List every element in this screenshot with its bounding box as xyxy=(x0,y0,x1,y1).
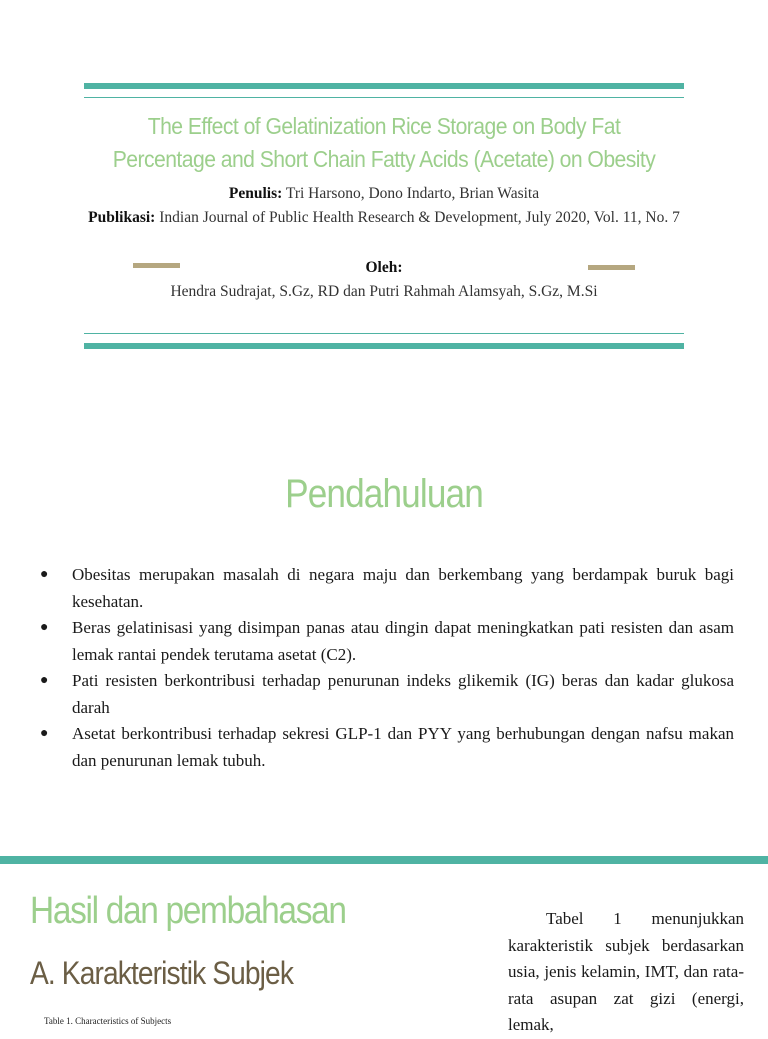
authors-value: Tri Harsono, Dono Indarto, Brian Wasita xyxy=(282,185,540,202)
header-bottom-thick-rule xyxy=(84,343,684,349)
bullet-icon: ● xyxy=(40,726,49,741)
presenter-label: Oleh: xyxy=(365,259,403,276)
results-paragraph: Tabel 1 menunjukkan karakteristik subjek berdasarkan usia, jenis kelamin, IMT, dan rata-rata asupan zat gizi (energi, lemak, xyxy=(508,909,744,1034)
publication-line xyxy=(20,206,748,230)
publication-label: Publikasi: xyxy=(88,209,156,226)
bullet-text: Obesitas merupakan masalah di negara maju dan berkembang yang berdampak buruk bagi kesehatan. xyxy=(72,565,734,611)
section-divider-rule xyxy=(0,856,768,864)
header-top-thin-rule xyxy=(84,97,684,98)
intro-bullet-list xyxy=(36,562,734,774)
bullet-icon: ● xyxy=(40,620,49,635)
bullet-icon: ● xyxy=(40,673,49,688)
bullet-text: Pati resisten berkontribusi terhadap penurunan indeks glikemik (IG) beras dan kadar glukosa darah xyxy=(72,671,734,717)
bullet-icon: ● xyxy=(40,567,49,582)
subject-characteristics-heading: A. Karakteristik Subjek xyxy=(30,955,294,991)
paper-title-line-1: The Effect of Gelatinization Rice Storage on Body Fat xyxy=(147,113,621,139)
list-item xyxy=(36,721,734,774)
table-caption: Table 1. Characteristics of Subjects xyxy=(44,1016,172,1026)
publication-value: Indian Journal of Public Health Research & Development, July 2020, Vol. 11, No. 7 xyxy=(155,209,680,226)
results-heading: Hasil dan pembahasan xyxy=(30,890,346,932)
list-item xyxy=(36,668,734,721)
presenter-names: Hendra Sudrajat, S.Gz, RD dan Putri Rahmah Alamsyah, S.Gz, M.Si xyxy=(170,283,598,300)
header-bottom-thin-rule xyxy=(84,333,684,334)
bullet-text: Beras gelatinisasi yang disimpan panas atau dingin dapat meningkatkan pati resisten dan asam lemak rantai pendek terutama asetat (C2). xyxy=(72,618,734,664)
header-top-thick-rule xyxy=(84,83,684,89)
intro-heading: Pendahuluan xyxy=(285,472,483,516)
bullet-text: Asetat berkontribusi terhadap sekresi GLP-1 dan PYY yang berhubungan dengan nafsu makan dan penurunan lemak tubuh. xyxy=(72,724,734,770)
paper-title-line-2: Percentage and Short Chain Fatty Acids (Acetate) on Obesity xyxy=(112,146,656,172)
presenter-label-line xyxy=(20,256,748,280)
paper-title xyxy=(86,110,682,176)
list-item xyxy=(36,562,734,615)
list-item xyxy=(36,615,734,668)
authors-label: Penulis: xyxy=(228,185,283,202)
authors-line xyxy=(20,182,748,206)
